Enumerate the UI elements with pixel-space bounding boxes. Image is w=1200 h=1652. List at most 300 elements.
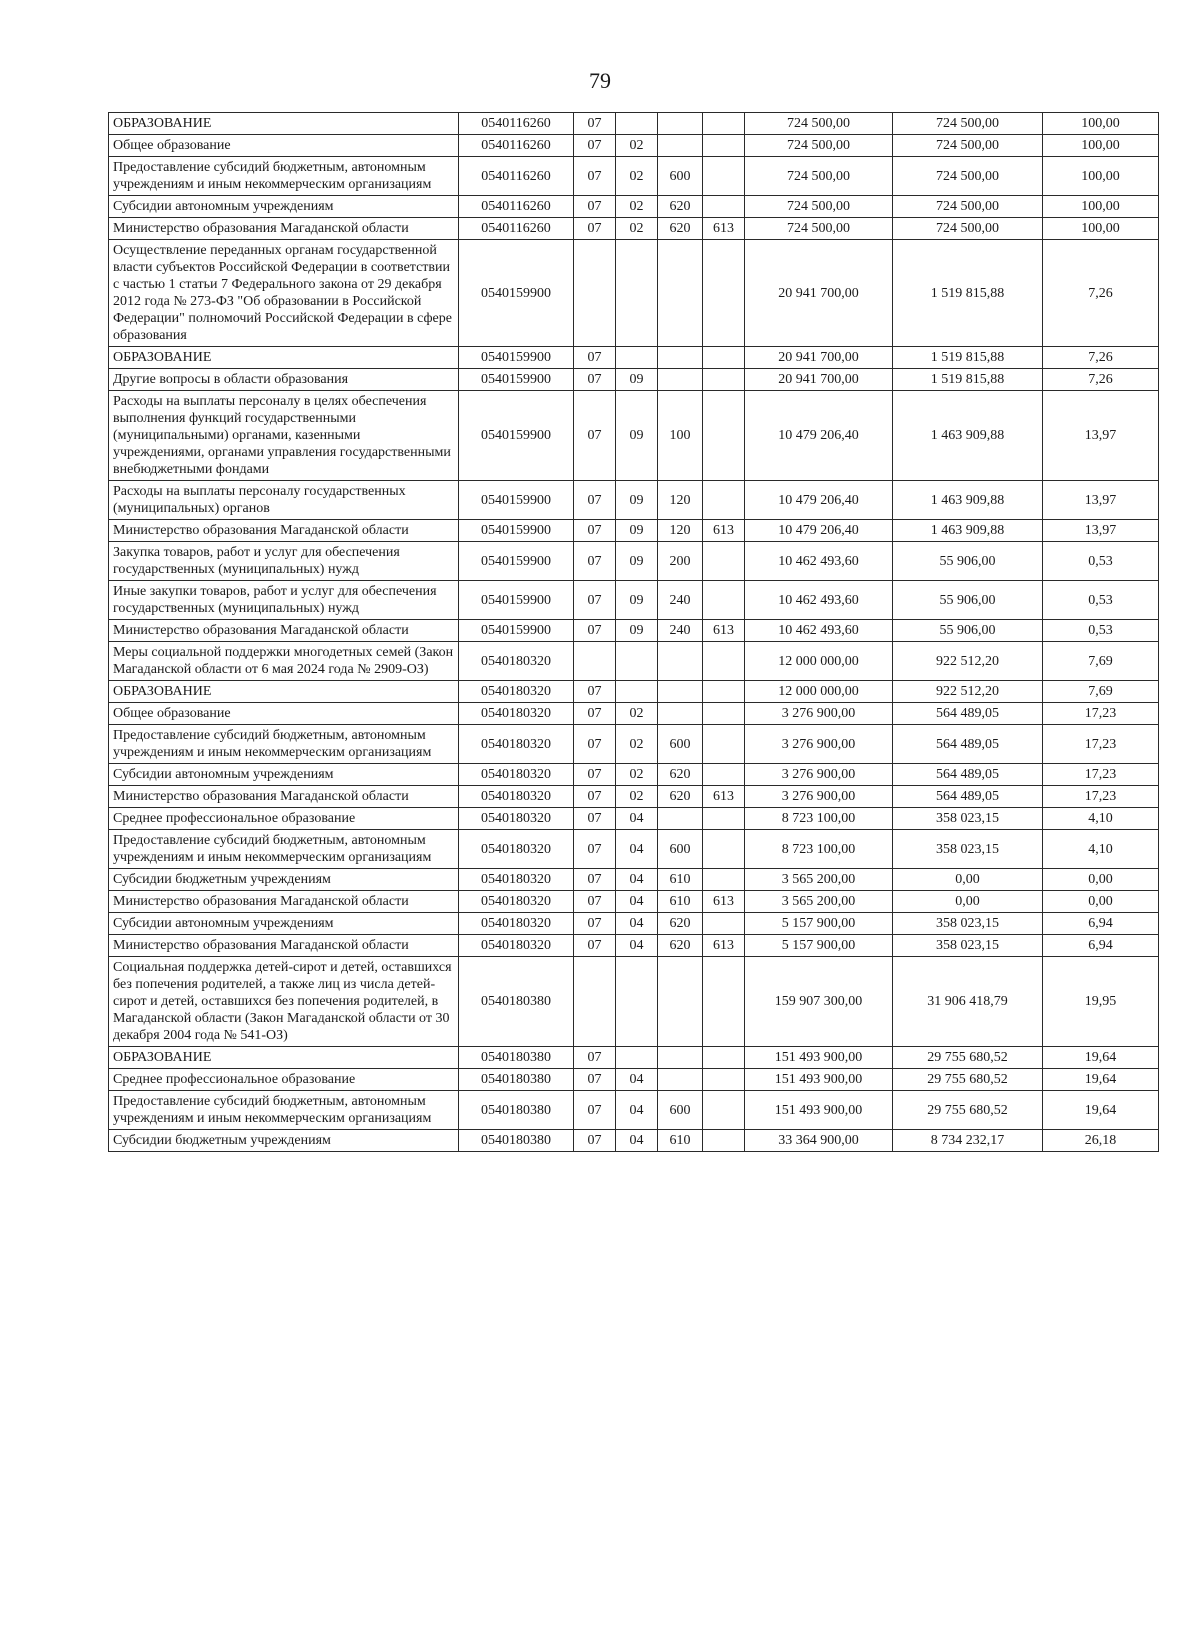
section-code: 07 bbox=[574, 1091, 616, 1130]
section-code: 07 bbox=[574, 869, 616, 891]
execution-percent: 100,00 bbox=[1043, 135, 1159, 157]
planned-amount: 10 479 206,40 bbox=[745, 520, 893, 542]
table-row bbox=[109, 869, 1159, 891]
executed-amount: 0,00 bbox=[893, 869, 1043, 891]
administrator-code bbox=[703, 347, 745, 369]
execution-percent: 100,00 bbox=[1043, 196, 1159, 218]
administrator-code bbox=[703, 913, 745, 935]
executed-amount: 1 463 909,88 bbox=[893, 520, 1043, 542]
target-code: 0540180320 bbox=[459, 725, 574, 764]
planned-amount: 151 493 900,00 bbox=[745, 1069, 893, 1091]
row-name: Среднее профессиональное образование bbox=[109, 808, 459, 830]
target-code: 0540159900 bbox=[459, 620, 574, 642]
administrator-code bbox=[703, 240, 745, 347]
planned-amount: 20 941 700,00 bbox=[745, 369, 893, 391]
table-row bbox=[109, 642, 1159, 681]
administrator-code bbox=[703, 830, 745, 869]
row-name: ОБРАЗОВАНИЕ bbox=[109, 113, 459, 135]
section-code: 07 bbox=[574, 1047, 616, 1069]
target-code: 0540180320 bbox=[459, 935, 574, 957]
execution-percent: 0,00 bbox=[1043, 869, 1159, 891]
administrator-code bbox=[703, 642, 745, 681]
planned-amount: 12 000 000,00 bbox=[745, 681, 893, 703]
section-code: 07 bbox=[574, 218, 616, 240]
administrator-code: 613 bbox=[703, 520, 745, 542]
subsection-code: 04 bbox=[616, 891, 658, 913]
section-code: 07 bbox=[574, 113, 616, 135]
planned-amount: 10 479 206,40 bbox=[745, 481, 893, 520]
expense-type-code bbox=[658, 642, 703, 681]
section-code: 07 bbox=[574, 808, 616, 830]
planned-amount: 8 723 100,00 bbox=[745, 830, 893, 869]
administrator-code: 613 bbox=[703, 620, 745, 642]
row-name: Общее образование bbox=[109, 703, 459, 725]
expense-type-code bbox=[658, 240, 703, 347]
planned-amount: 3 276 900,00 bbox=[745, 703, 893, 725]
target-code: 0540180380 bbox=[459, 1069, 574, 1091]
administrator-code bbox=[703, 869, 745, 891]
execution-percent: 7,26 bbox=[1043, 369, 1159, 391]
subsection-code: 02 bbox=[616, 218, 658, 240]
subsection-code: 09 bbox=[616, 369, 658, 391]
section-code: 07 bbox=[574, 725, 616, 764]
administrator-code bbox=[703, 113, 745, 135]
row-name: Министерство образования Магаданской области bbox=[109, 520, 459, 542]
execution-percent: 13,97 bbox=[1043, 520, 1159, 542]
execution-percent: 6,94 bbox=[1043, 935, 1159, 957]
table-row bbox=[109, 703, 1159, 725]
target-code: 0540180320 bbox=[459, 703, 574, 725]
administrator-code bbox=[703, 764, 745, 786]
table-row bbox=[109, 481, 1159, 520]
expense-type-code bbox=[658, 703, 703, 725]
administrator-code: 613 bbox=[703, 786, 745, 808]
subsection-code: 02 bbox=[616, 786, 658, 808]
row-name: Иные закупки товаров, работ и услуг для обеспечения государственных (муниципальных) нужд bbox=[109, 581, 459, 620]
subsection-code bbox=[616, 240, 658, 347]
section-code: 07 bbox=[574, 830, 616, 869]
section-code bbox=[574, 240, 616, 347]
administrator-code bbox=[703, 725, 745, 764]
executed-amount: 724 500,00 bbox=[893, 135, 1043, 157]
administrator-code bbox=[703, 957, 745, 1047]
execution-percent: 4,10 bbox=[1043, 808, 1159, 830]
expense-type-code: 600 bbox=[658, 1091, 703, 1130]
executed-amount: 724 500,00 bbox=[893, 113, 1043, 135]
section-code: 07 bbox=[574, 1069, 616, 1091]
table-row bbox=[109, 913, 1159, 935]
executed-amount: 724 500,00 bbox=[893, 157, 1043, 196]
budget-table-body bbox=[109, 113, 1159, 1152]
administrator-code bbox=[703, 481, 745, 520]
section-code: 07 bbox=[574, 703, 616, 725]
execution-percent: 17,23 bbox=[1043, 786, 1159, 808]
administrator-code bbox=[703, 681, 745, 703]
expense-type-code bbox=[658, 369, 703, 391]
target-code: 0540159900 bbox=[459, 391, 574, 481]
planned-amount: 20 941 700,00 bbox=[745, 240, 893, 347]
executed-amount: 31 906 418,79 bbox=[893, 957, 1043, 1047]
table-row bbox=[109, 135, 1159, 157]
table-row bbox=[109, 1130, 1159, 1152]
subsection-code: 04 bbox=[616, 808, 658, 830]
administrator-code bbox=[703, 391, 745, 481]
expense-type-code: 120 bbox=[658, 481, 703, 520]
table-row bbox=[109, 113, 1159, 135]
subsection-code bbox=[616, 957, 658, 1047]
executed-amount: 1 463 909,88 bbox=[893, 391, 1043, 481]
row-name: Общее образование bbox=[109, 135, 459, 157]
row-name: Другие вопросы в области образования bbox=[109, 369, 459, 391]
execution-percent: 26,18 bbox=[1043, 1130, 1159, 1152]
subsection-code: 04 bbox=[616, 1130, 658, 1152]
section-code: 07 bbox=[574, 681, 616, 703]
expense-type-code: 620 bbox=[658, 786, 703, 808]
executed-amount: 55 906,00 bbox=[893, 620, 1043, 642]
target-code: 0540180320 bbox=[459, 869, 574, 891]
execution-percent: 100,00 bbox=[1043, 218, 1159, 240]
execution-percent: 0,53 bbox=[1043, 620, 1159, 642]
row-name: Субсидии автономным учреждениям bbox=[109, 196, 459, 218]
expense-type-code: 610 bbox=[658, 869, 703, 891]
row-name: Субсидии автономным учреждениям bbox=[109, 764, 459, 786]
table-row bbox=[109, 218, 1159, 240]
target-code: 0540180320 bbox=[459, 786, 574, 808]
target-code: 0540180320 bbox=[459, 642, 574, 681]
planned-amount: 5 157 900,00 bbox=[745, 935, 893, 957]
expense-type-code: 620 bbox=[658, 196, 703, 218]
section-code: 07 bbox=[574, 581, 616, 620]
subsection-code: 09 bbox=[616, 481, 658, 520]
executed-amount: 29 755 680,52 bbox=[893, 1091, 1043, 1130]
expense-type-code: 620 bbox=[658, 935, 703, 957]
section-code: 07 bbox=[574, 1130, 616, 1152]
section-code: 07 bbox=[574, 481, 616, 520]
target-code: 0540116260 bbox=[459, 113, 574, 135]
table-row bbox=[109, 830, 1159, 869]
table-row bbox=[109, 157, 1159, 196]
execution-percent: 19,95 bbox=[1043, 957, 1159, 1047]
section-code: 07 bbox=[574, 891, 616, 913]
execution-percent: 7,26 bbox=[1043, 240, 1159, 347]
expense-type-code: 610 bbox=[658, 891, 703, 913]
planned-amount: 10 462 493,60 bbox=[745, 581, 893, 620]
subsection-code bbox=[616, 681, 658, 703]
executed-amount: 724 500,00 bbox=[893, 196, 1043, 218]
expense-type-code: 600 bbox=[658, 830, 703, 869]
expense-type-code: 620 bbox=[658, 218, 703, 240]
executed-amount: 0,00 bbox=[893, 891, 1043, 913]
planned-amount: 10 462 493,60 bbox=[745, 542, 893, 581]
executed-amount: 1 519 815,88 bbox=[893, 347, 1043, 369]
administrator-code: 613 bbox=[703, 891, 745, 913]
administrator-code bbox=[703, 369, 745, 391]
target-code: 0540116260 bbox=[459, 196, 574, 218]
execution-percent: 6,94 bbox=[1043, 913, 1159, 935]
table-row bbox=[109, 196, 1159, 218]
execution-percent: 100,00 bbox=[1043, 113, 1159, 135]
section-code: 07 bbox=[574, 157, 616, 196]
planned-amount: 3 276 900,00 bbox=[745, 725, 893, 764]
table-row bbox=[109, 1091, 1159, 1130]
expense-type-code: 600 bbox=[658, 725, 703, 764]
row-name: Предоставление субсидий бюджетным, автономным учреждениям и иным некоммерческим организациям bbox=[109, 725, 459, 764]
execution-percent: 100,00 bbox=[1043, 157, 1159, 196]
row-name: Министерство образования Магаданской области bbox=[109, 935, 459, 957]
subsection-code: 09 bbox=[616, 520, 658, 542]
subsection-code: 02 bbox=[616, 764, 658, 786]
row-name: Предоставление субсидий бюджетным, автономным учреждениям и иным некоммерческим организациям bbox=[109, 1091, 459, 1130]
administrator-code bbox=[703, 703, 745, 725]
target-code: 0540159900 bbox=[459, 581, 574, 620]
section-code: 07 bbox=[574, 913, 616, 935]
administrator-code: 613 bbox=[703, 935, 745, 957]
subsection-code: 02 bbox=[616, 725, 658, 764]
table-row bbox=[109, 542, 1159, 581]
section-code: 07 bbox=[574, 764, 616, 786]
section-code: 07 bbox=[574, 135, 616, 157]
expense-type-code: 600 bbox=[658, 157, 703, 196]
subsection-code: 04 bbox=[616, 913, 658, 935]
executed-amount: 358 023,15 bbox=[893, 913, 1043, 935]
target-code: 0540116260 bbox=[459, 135, 574, 157]
subsection-code: 09 bbox=[616, 391, 658, 481]
section-code: 07 bbox=[574, 347, 616, 369]
planned-amount: 151 493 900,00 bbox=[745, 1091, 893, 1130]
execution-percent: 7,69 bbox=[1043, 642, 1159, 681]
target-code: 0540180380 bbox=[459, 1047, 574, 1069]
executed-amount: 724 500,00 bbox=[893, 218, 1043, 240]
expense-type-code bbox=[658, 808, 703, 830]
row-name: Субсидии бюджетным учреждениям bbox=[109, 1130, 459, 1152]
expense-type-code: 620 bbox=[658, 913, 703, 935]
expense-type-code: 120 bbox=[658, 520, 703, 542]
subsection-code: 02 bbox=[616, 157, 658, 196]
subsection-code: 04 bbox=[616, 935, 658, 957]
expense-type-code bbox=[658, 113, 703, 135]
planned-amount: 12 000 000,00 bbox=[745, 642, 893, 681]
planned-amount: 724 500,00 bbox=[745, 218, 893, 240]
table-row bbox=[109, 725, 1159, 764]
execution-percent: 17,23 bbox=[1043, 764, 1159, 786]
section-code: 07 bbox=[574, 196, 616, 218]
execution-percent: 19,64 bbox=[1043, 1091, 1159, 1130]
target-code: 0540116260 bbox=[459, 218, 574, 240]
row-name: Расходы на выплаты персоналу государственных (муниципальных) органов bbox=[109, 481, 459, 520]
executed-amount: 29 755 680,52 bbox=[893, 1069, 1043, 1091]
expense-type-code: 240 bbox=[658, 581, 703, 620]
executed-amount: 358 023,15 bbox=[893, 830, 1043, 869]
target-code: 0540159900 bbox=[459, 542, 574, 581]
row-name: Министерство образования Магаданской области bbox=[109, 218, 459, 240]
executed-amount: 55 906,00 bbox=[893, 581, 1043, 620]
executed-amount: 8 734 232,17 bbox=[893, 1130, 1043, 1152]
target-code: 0540180320 bbox=[459, 830, 574, 869]
table-row bbox=[109, 891, 1159, 913]
subsection-code bbox=[616, 1047, 658, 1069]
planned-amount: 10 479 206,40 bbox=[745, 391, 893, 481]
planned-amount: 724 500,00 bbox=[745, 135, 893, 157]
section-code: 07 bbox=[574, 542, 616, 581]
execution-percent: 17,23 bbox=[1043, 725, 1159, 764]
expense-type-code bbox=[658, 135, 703, 157]
table-row bbox=[109, 1047, 1159, 1069]
executed-amount: 564 489,05 bbox=[893, 725, 1043, 764]
planned-amount: 8 723 100,00 bbox=[745, 808, 893, 830]
expense-type-code bbox=[658, 1069, 703, 1091]
section-code: 07 bbox=[574, 520, 616, 542]
row-name: Социальная поддержка детей-сирот и детей, оставшихся без попечения родителей, а также лиц из числа детей-сирот и детей, оставшихся без попечения родителей, в Магаданской области (Закон Магаданской области от 30 декабря 2004 года № 541-ОЗ) bbox=[109, 957, 459, 1047]
execution-percent: 17,23 bbox=[1043, 703, 1159, 725]
subsection-code: 02 bbox=[616, 196, 658, 218]
administrator-code bbox=[703, 1047, 745, 1069]
row-name: ОБРАЗОВАНИЕ bbox=[109, 347, 459, 369]
administrator-code bbox=[703, 1130, 745, 1152]
table-row bbox=[109, 1069, 1159, 1091]
execution-percent: 13,97 bbox=[1043, 481, 1159, 520]
section-code bbox=[574, 957, 616, 1047]
table-row bbox=[109, 369, 1159, 391]
target-code: 0540159900 bbox=[459, 347, 574, 369]
planned-amount: 33 364 900,00 bbox=[745, 1130, 893, 1152]
subsection-code bbox=[616, 113, 658, 135]
subsection-code: 02 bbox=[616, 703, 658, 725]
budget-table bbox=[108, 112, 1159, 1152]
table-row bbox=[109, 391, 1159, 481]
table-row bbox=[109, 681, 1159, 703]
execution-percent: 7,69 bbox=[1043, 681, 1159, 703]
table-row bbox=[109, 808, 1159, 830]
administrator-code: 613 bbox=[703, 218, 745, 240]
section-code: 07 bbox=[574, 935, 616, 957]
administrator-code bbox=[703, 135, 745, 157]
administrator-code bbox=[703, 581, 745, 620]
table-row bbox=[109, 786, 1159, 808]
table-row bbox=[109, 520, 1159, 542]
planned-amount: 724 500,00 bbox=[745, 196, 893, 218]
planned-amount: 159 907 300,00 bbox=[745, 957, 893, 1047]
table-row bbox=[109, 620, 1159, 642]
planned-amount: 5 157 900,00 bbox=[745, 913, 893, 935]
expense-type-code: 610 bbox=[658, 1130, 703, 1152]
subsection-code: 09 bbox=[616, 542, 658, 581]
subsection-code: 02 bbox=[616, 135, 658, 157]
planned-amount: 20 941 700,00 bbox=[745, 347, 893, 369]
executed-amount: 29 755 680,52 bbox=[893, 1047, 1043, 1069]
execution-percent: 0,53 bbox=[1043, 542, 1159, 581]
planned-amount: 3 276 900,00 bbox=[745, 786, 893, 808]
expense-type-code: 200 bbox=[658, 542, 703, 581]
executed-amount: 564 489,05 bbox=[893, 786, 1043, 808]
executed-amount: 358 023,15 bbox=[893, 808, 1043, 830]
executed-amount: 922 512,20 bbox=[893, 642, 1043, 681]
executed-amount: 1 519 815,88 bbox=[893, 240, 1043, 347]
planned-amount: 724 500,00 bbox=[745, 113, 893, 135]
execution-percent: 7,26 bbox=[1043, 347, 1159, 369]
subsection-code bbox=[616, 347, 658, 369]
execution-percent: 4,10 bbox=[1043, 830, 1159, 869]
subsection-code: 04 bbox=[616, 869, 658, 891]
expense-type-code bbox=[658, 957, 703, 1047]
executed-amount: 358 023,15 bbox=[893, 935, 1043, 957]
row-name: ОБРАЗОВАНИЕ bbox=[109, 681, 459, 703]
table-row bbox=[109, 347, 1159, 369]
executed-amount: 564 489,05 bbox=[893, 703, 1043, 725]
administrator-code bbox=[703, 1069, 745, 1091]
row-name: Осуществление переданных органам государственной власти субъектов Российской Федерации в соответствии с частью 1 статьи 7 Федерального закона от 29 декабря 2012 года № 273-ФЗ "Об образовании в Российской Федерации" полномочий Российской Федерации в сфере образования bbox=[109, 240, 459, 347]
row-name: Меры социальной поддержки многодетных семей (Закон Магаданской области от 6 мая 2024 года № 2909-ОЗ) bbox=[109, 642, 459, 681]
executed-amount: 564 489,05 bbox=[893, 764, 1043, 786]
target-code: 0540180320 bbox=[459, 808, 574, 830]
executed-amount: 1 463 909,88 bbox=[893, 481, 1043, 520]
section-code: 07 bbox=[574, 391, 616, 481]
execution-percent: 19,64 bbox=[1043, 1069, 1159, 1091]
expense-type-code bbox=[658, 347, 703, 369]
planned-amount: 3 276 900,00 bbox=[745, 764, 893, 786]
target-code: 0540180320 bbox=[459, 764, 574, 786]
executed-amount: 55 906,00 bbox=[893, 542, 1043, 581]
planned-amount: 3 565 200,00 bbox=[745, 869, 893, 891]
subsection-code: 04 bbox=[616, 1091, 658, 1130]
row-name: ОБРАЗОВАНИЕ bbox=[109, 1047, 459, 1069]
subsection-code: 09 bbox=[616, 581, 658, 620]
target-code: 0540159900 bbox=[459, 520, 574, 542]
subsection-code: 04 bbox=[616, 830, 658, 869]
section-code: 07 bbox=[574, 620, 616, 642]
target-code: 0540180380 bbox=[459, 1130, 574, 1152]
expense-type-code: 100 bbox=[658, 391, 703, 481]
row-name: Предоставление субсидий бюджетным, автономным учреждениям и иным некоммерческим организациям bbox=[109, 830, 459, 869]
target-code: 0540180320 bbox=[459, 891, 574, 913]
execution-percent: 19,64 bbox=[1043, 1047, 1159, 1069]
row-name: Предоставление субсидий бюджетным, автономным учреждениям и иным некоммерческим организациям bbox=[109, 157, 459, 196]
subsection-code: 04 bbox=[616, 1069, 658, 1091]
target-code: 0540159900 bbox=[459, 369, 574, 391]
section-code: 07 bbox=[574, 786, 616, 808]
planned-amount: 724 500,00 bbox=[745, 157, 893, 196]
row-name: Министерство образования Магаданской области bbox=[109, 786, 459, 808]
executed-amount: 922 512,20 bbox=[893, 681, 1043, 703]
administrator-code bbox=[703, 1091, 745, 1130]
subsection-code bbox=[616, 642, 658, 681]
row-name: Субсидии бюджетным учреждениям bbox=[109, 869, 459, 891]
table-row bbox=[109, 764, 1159, 786]
administrator-code bbox=[703, 542, 745, 581]
row-name: Субсидии автономным учреждениям bbox=[109, 913, 459, 935]
section-code: 07 bbox=[574, 369, 616, 391]
target-code: 0540159900 bbox=[459, 481, 574, 520]
administrator-code bbox=[703, 196, 745, 218]
administrator-code bbox=[703, 157, 745, 196]
target-code: 0540180320 bbox=[459, 913, 574, 935]
execution-percent: 13,97 bbox=[1043, 391, 1159, 481]
row-name: Министерство образования Магаданской области bbox=[109, 891, 459, 913]
section-code bbox=[574, 642, 616, 681]
row-name: Среднее профессиональное образование bbox=[109, 1069, 459, 1091]
table-row bbox=[109, 935, 1159, 957]
target-code: 0540116260 bbox=[459, 157, 574, 196]
expense-type-code: 240 bbox=[658, 620, 703, 642]
expense-type-code: 620 bbox=[658, 764, 703, 786]
page-number: 79 bbox=[589, 68, 611, 93]
execution-percent: 0,00 bbox=[1043, 891, 1159, 913]
execution-percent: 0,53 bbox=[1043, 581, 1159, 620]
administrator-code bbox=[703, 808, 745, 830]
planned-amount: 3 565 200,00 bbox=[745, 891, 893, 913]
expense-type-code bbox=[658, 1047, 703, 1069]
executed-amount: 1 519 815,88 bbox=[893, 369, 1043, 391]
target-code: 0540159900 bbox=[459, 240, 574, 347]
